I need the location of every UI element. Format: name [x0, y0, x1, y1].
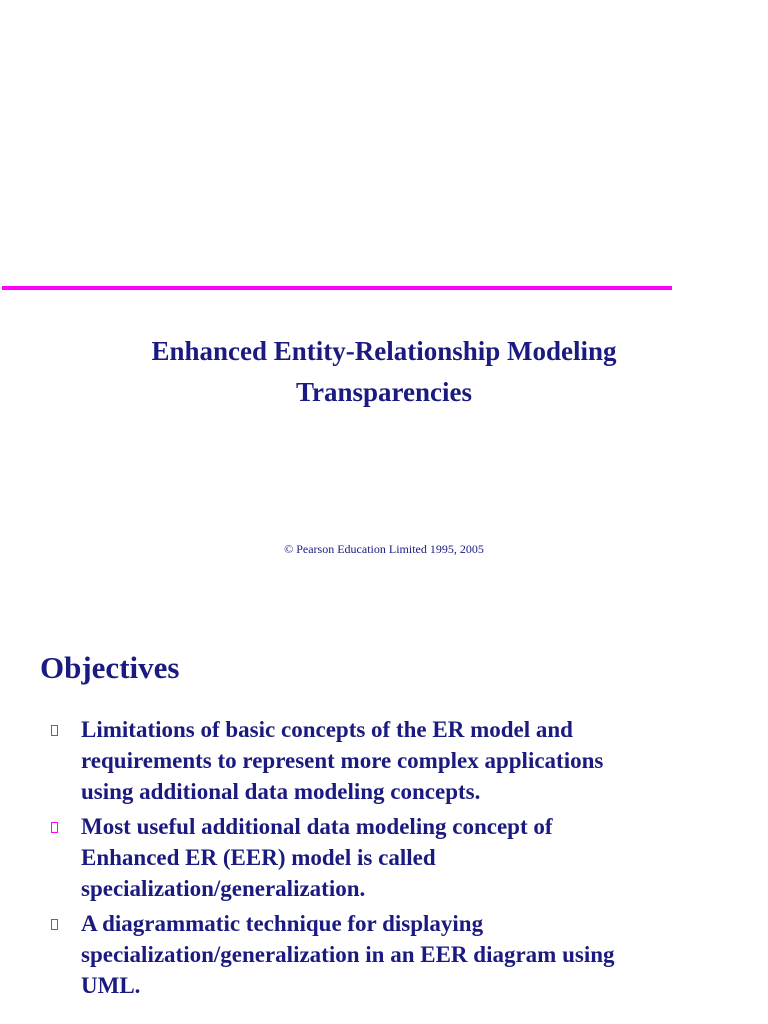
objective-line: requirements to represent more complex applications: [81, 748, 604, 773]
objective-line: Enhanced ER (EER) model is called: [81, 845, 436, 870]
copyright-notice: © Pearson Education Limited 1995, 2005: [284, 542, 484, 556]
slide-title-line-2: Transparencies: [295, 377, 472, 407]
square-bullet-icon: [51, 919, 58, 930]
objective-item-1: [46, 714, 746, 807]
objective-line: specialization/generalization in an EER diagram using: [81, 942, 615, 967]
square-bullet-icon: [51, 822, 58, 833]
objective-line: A diagrammatic technique for displaying: [81, 911, 484, 936]
objective-line: Most useful additional data modeling concept of: [81, 814, 553, 839]
square-bullet-icon: [51, 725, 58, 736]
objective-line: Limitations of basic concepts of the ER model and: [81, 717, 573, 742]
objective-line: specialization/generalization.: [81, 876, 366, 901]
objective-item-2: [46, 811, 746, 904]
objective-line: using additional data modeling concepts.: [81, 779, 481, 804]
objective-item-3: [46, 908, 746, 1001]
title-divider: [2, 286, 672, 290]
objectives-list: [46, 714, 746, 1005]
objectives-heading: Objectives: [40, 650, 180, 685]
slide-title-line-1: Enhanced Entity-Relationship Modeling: [151, 336, 617, 366]
objective-line: UML.: [81, 973, 141, 998]
